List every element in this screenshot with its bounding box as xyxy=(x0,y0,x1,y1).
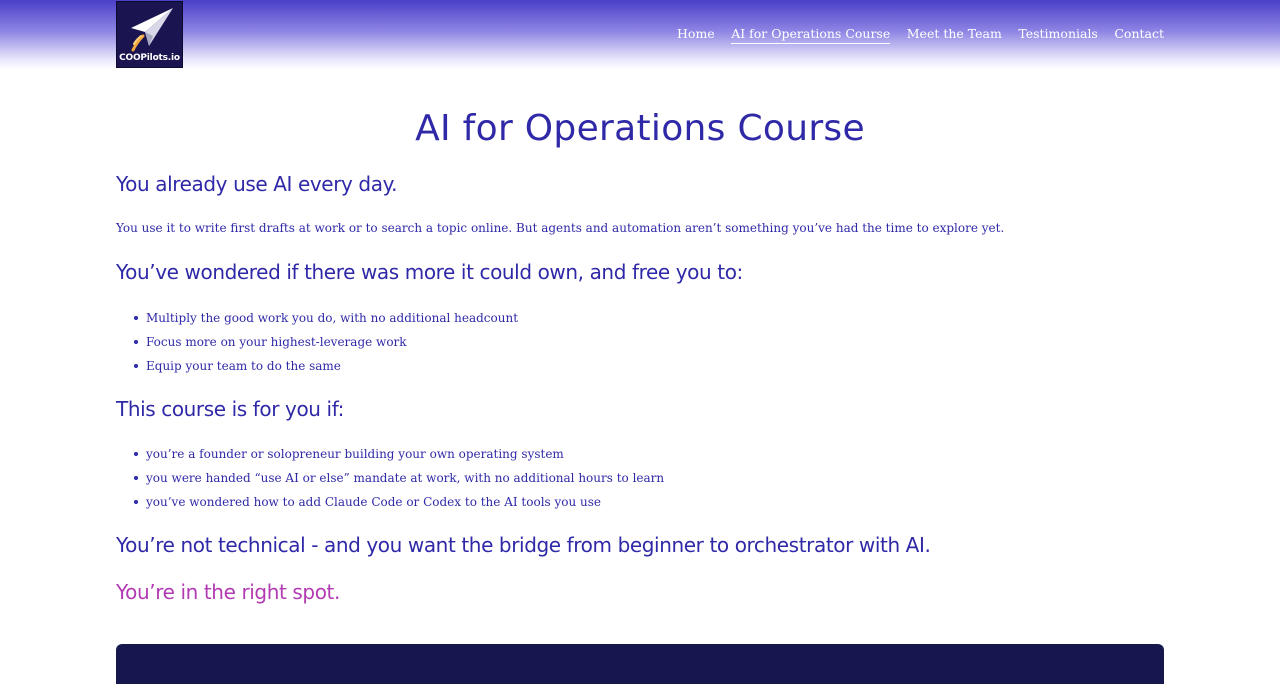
nav-ai-for-operations-course[interactable]: AI for Operations Course xyxy=(731,26,890,44)
bridge-heading: You’re not technical - and you want the bridge from beginner to orchestrator with AI. xyxy=(116,533,931,557)
right-spot-heading: You’re in the right spot. xyxy=(116,580,340,604)
site-header xyxy=(0,0,1280,70)
nav-testimonials[interactable]: Testimonials xyxy=(1018,26,1098,41)
audience-list xyxy=(116,446,664,518)
page-title: AI for Operations Course xyxy=(415,108,865,149)
benefits-list xyxy=(116,310,518,382)
section2-heading: You’ve wondered if there was more it could own, and free you to: xyxy=(116,260,743,284)
site-logo[interactable] xyxy=(116,1,183,68)
list-item: Multiply the good work you do, with no additional headcount xyxy=(116,310,518,334)
section1-heading: You already use AI every day. xyxy=(116,172,398,196)
section1-paragraph: You use it to write first drafts at work or to search a topic online. But agents and automation aren’t something you’ve had the time to explore yet. xyxy=(116,221,1005,235)
paper-plane-icon xyxy=(125,6,177,52)
list-item: you were handed “use AI or else” mandate at work, with no additional hours to learn xyxy=(116,470,664,494)
list-item: Focus more on your highest-leverage work xyxy=(116,334,518,358)
section3-heading: This course is for you if: xyxy=(116,397,344,421)
nav-home[interactable]: Home xyxy=(677,26,715,41)
dark-content-panel xyxy=(116,644,1164,684)
list-item: Equip your team to do the same xyxy=(116,358,518,382)
list-item: you’re a founder or solopreneur building your own operating system xyxy=(116,446,664,470)
nav-meet-the-team[interactable]: Meet the Team xyxy=(906,26,1002,41)
list-item: you’ve wondered how to add Claude Code or Codex to the AI tools you use xyxy=(116,494,664,518)
main-nav xyxy=(677,26,1164,44)
logo-text: COOPilots.io xyxy=(119,53,180,63)
nav-contact[interactable]: Contact xyxy=(1114,26,1164,41)
